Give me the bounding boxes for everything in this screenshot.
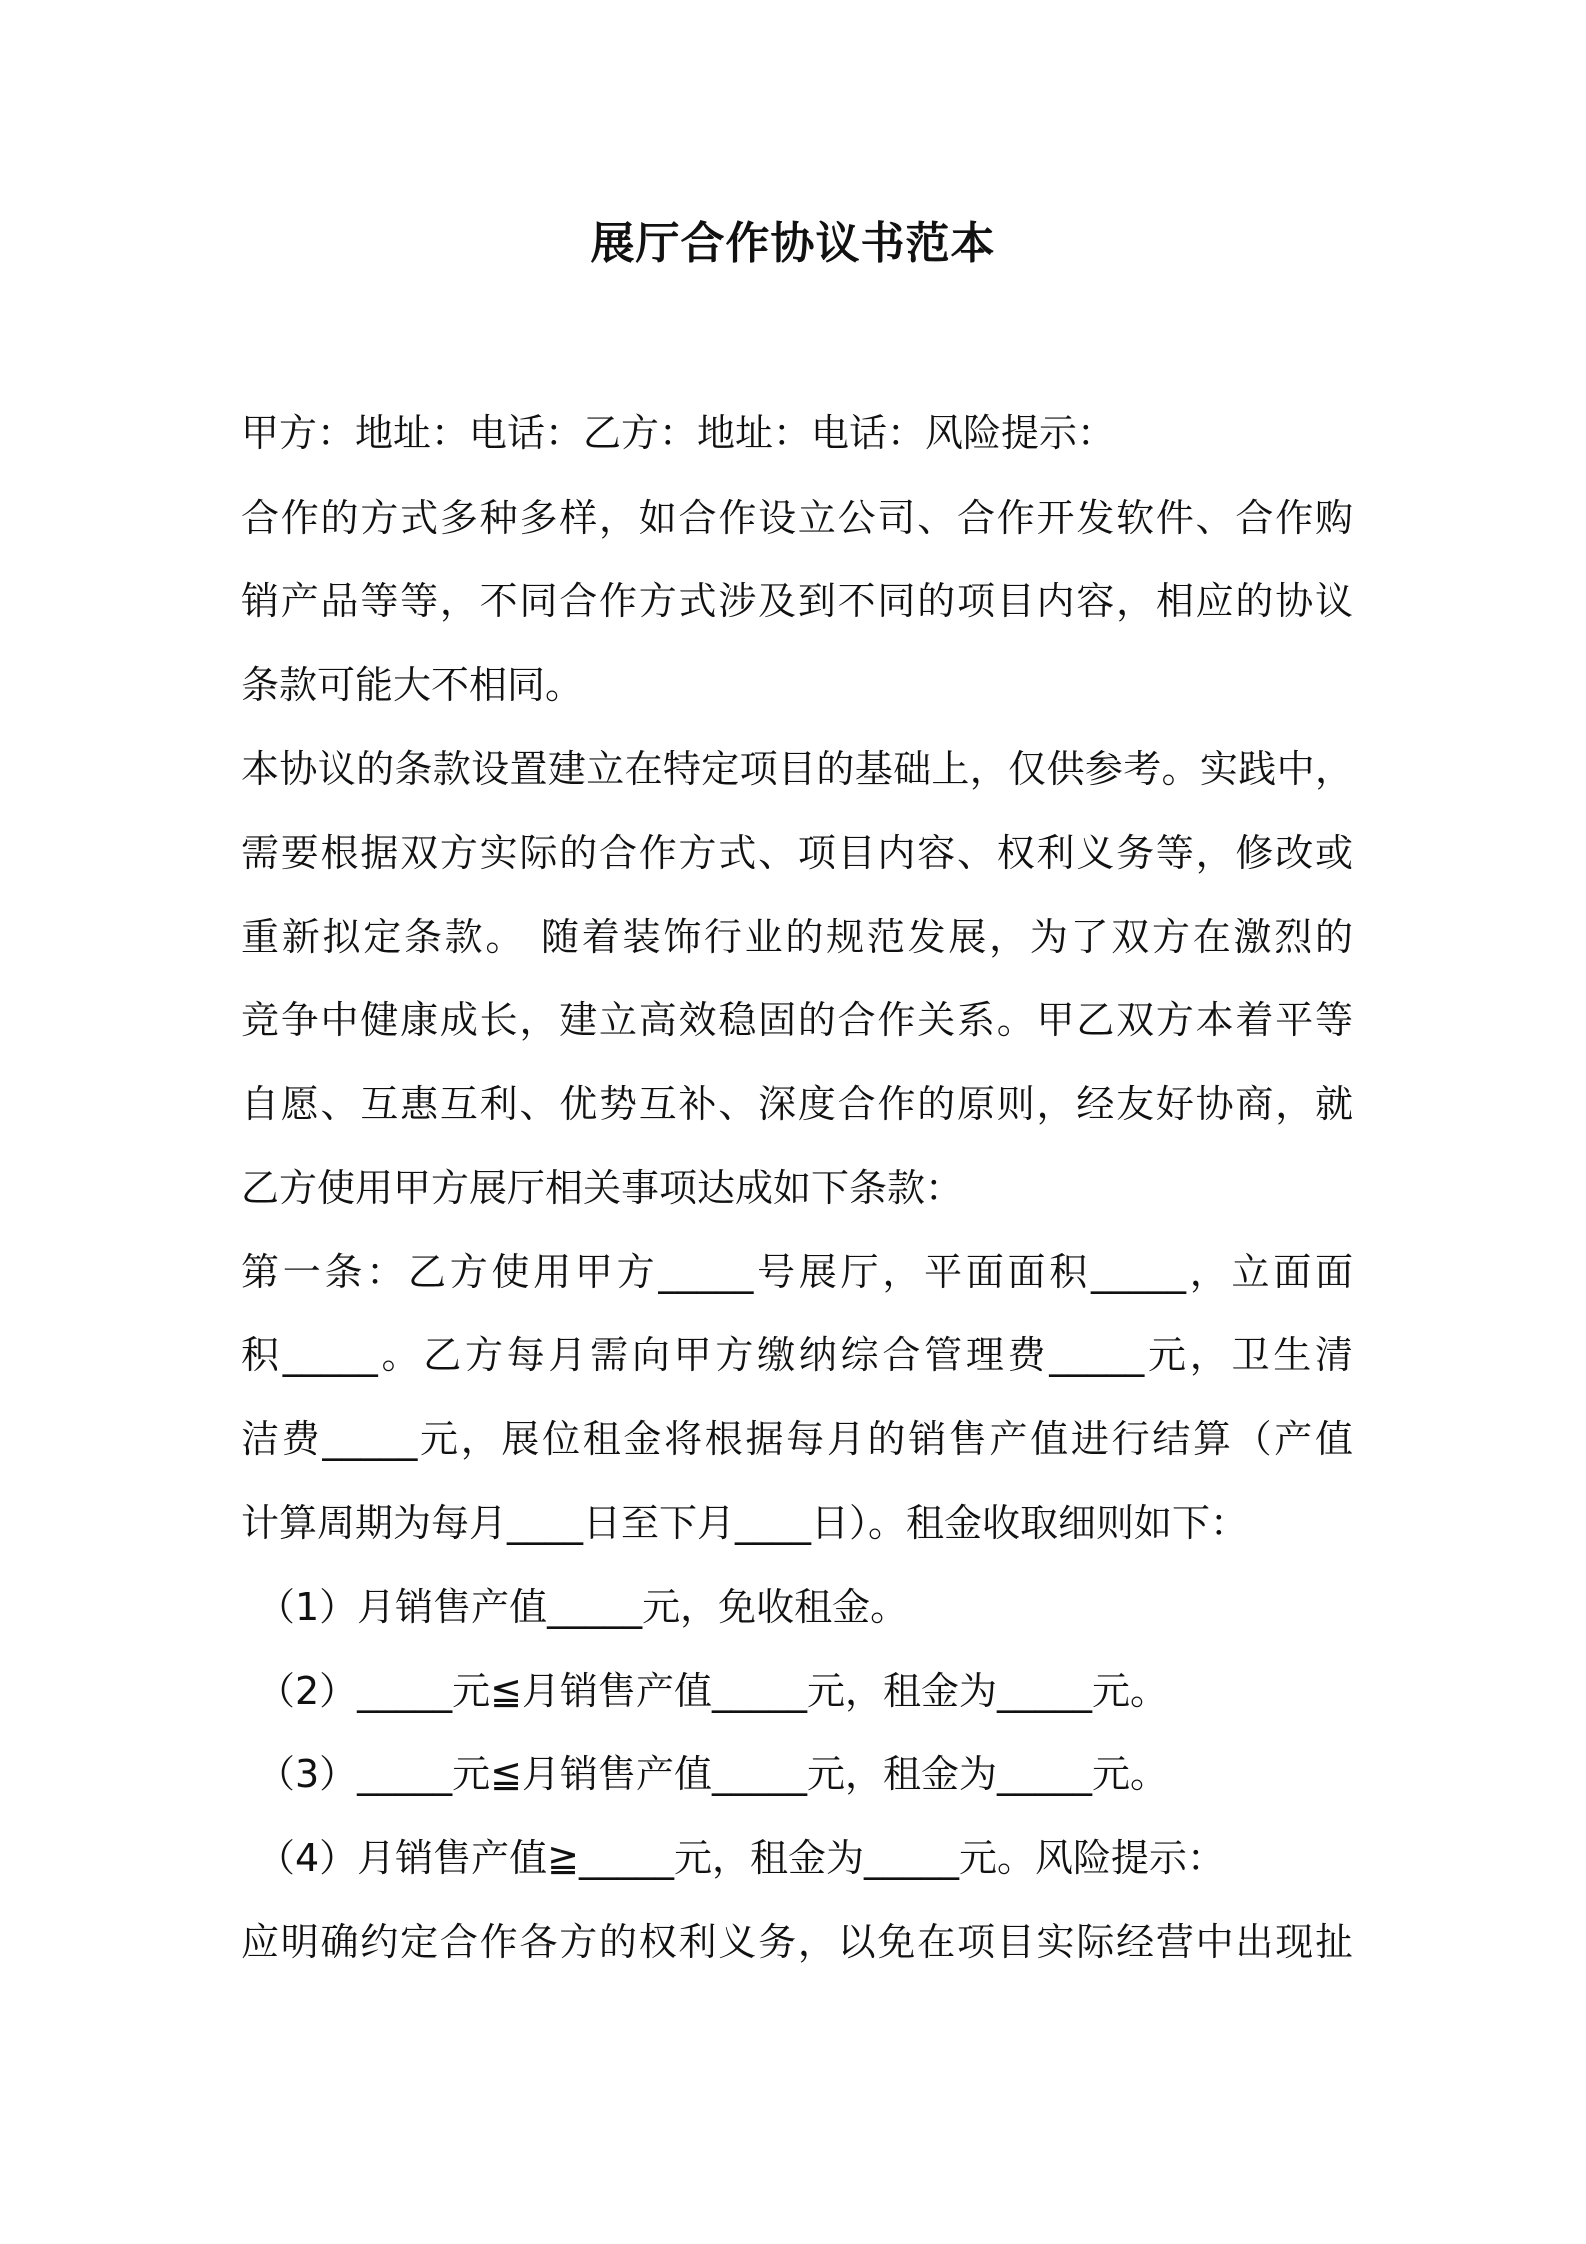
- paragraph-line: 乙方使用甲方展厅相关事项达成如下条款：: [241, 1166, 964, 1210]
- paragraph-line: 条款可能大不相同。: [241, 663, 584, 707]
- article-line: 第一条：乙方使用甲方_____号展厅，平面面积_____，立面面: [241, 1250, 1353, 1294]
- paragraph-line: 本协议的条款设置建立在特定项目的基础上，仅供参考。实践中，: [241, 747, 1353, 791]
- paragraph-line: 竞争中健康成长，建立高效稳固的合作关系。甲乙双方本着平等: [241, 998, 1353, 1042]
- party-info-line: 甲方：地址：电话：乙方：地址：电话：风险提示：: [241, 411, 1116, 455]
- paragraph-line: 重新拟定条款。 随着装饰行业的规范发展，为了双方在激烈的: [241, 915, 1353, 959]
- paragraph-line: 需要根据双方实际的合作方式、项目内容、权利义务等，修改或: [241, 831, 1353, 875]
- document-title: 展厅合作协议书范本: [590, 218, 996, 269]
- rent-rule-item: （3）_____元≦月销售产值_____元，租金为_____元。: [257, 1752, 1169, 1796]
- article-line: 积_____。乙方每月需向甲方缴纳综合管理费_____元，卫生清: [241, 1333, 1353, 1377]
- paragraph-line: 销产品等等，不同合作方式涉及到不同的项目内容，相应的协议: [241, 579, 1353, 623]
- paragraph-line: 应明确约定合作各方的权利义务，以免在项目实际经营中出现扯: [241, 1920, 1353, 1964]
- rent-rule-item: （2）_____元≦月销售产值_____元，租金为_____元。: [257, 1669, 1169, 1713]
- article-line: 洁费_____元，展位租金将根据每月的销售产值进行结算（产值: [241, 1417, 1353, 1461]
- paragraph-line: 自愿、互惠互利、优势互补、深度合作的原则，经友好协商，就: [241, 1082, 1353, 1126]
- rent-rule-item: （1）月销售产值_____元，免收租金。: [257, 1585, 909, 1629]
- article-line: 计算周期为每月____日至下月____日）。租金收取细则如下：: [241, 1501, 1249, 1545]
- paragraph-line: 合作的方式多种多样，如合作设立公司、合作开发软件、合作购: [241, 496, 1353, 540]
- rent-rule-item: （4）月销售产值≧_____元，租金为_____元。风险提示：: [257, 1836, 1226, 1880]
